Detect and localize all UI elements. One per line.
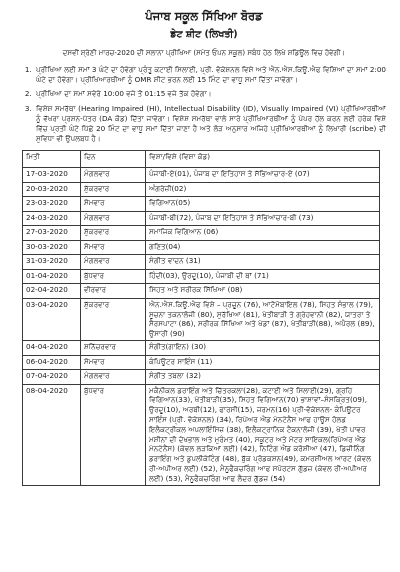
table-row (23, 255, 380, 270)
table-row (23, 355, 380, 370)
day-cell: ਸੋਮਵਾਰ (81, 240, 146, 255)
date-cell: 08-04-2020 (23, 384, 81, 485)
table-row (23, 269, 380, 284)
table-row (23, 182, 380, 197)
date-cell: 17-03-2020 (23, 168, 81, 183)
day-cell: ਮੰਗਲਵਾਰ (81, 255, 146, 270)
date-cell: 01-04-2020 (23, 269, 81, 284)
column-header-day: ਦਿਨ (81, 151, 146, 168)
table-row (23, 284, 380, 299)
day-cell: ਸ਼ੁੱਕਰਵਾਰ (81, 182, 146, 197)
table-row (23, 370, 380, 385)
day-cell: ਵੀਰਵਾਰ (81, 284, 146, 299)
intro-text: ਦਸਵੀਂ ਸ਼੍ਰੇਣੀ ਮਾਰਚ-2020 ਦੀ ਸਲਾਨਾ ਪ੍ਰੀਖਿਆ (ਸਮੇਤ ਓਪਨ ਸਕੂਲ) ਸਬੰਧ ਹੇਠ ਲਿਖੇ ਸ਼ਡਿਊਲ ਵਿਚ ਹੋਵੇਗੀ। (62, 49, 346, 57)
date-cell: 30-03-2020 (23, 240, 81, 255)
day-cell: ਬੁੱਧਵਾਰ (81, 269, 146, 284)
board-title: ਪੰਜਾਬ ਸਕੂਲ ਸਿੱਖਿਆ ਬੋਰਡ (145, 9, 263, 23)
date-cell: 23-03-2020 (23, 197, 81, 212)
subject-cell: ਗਣਿਤ(04) (146, 240, 380, 255)
column-header-subject: ਵਿਸ਼ਾ/ਵਿਸ਼ੇ (ਵਿਸ਼ਾ ਕੋਡ) (146, 151, 380, 168)
date-sheet-subtitle: ਡੇਟ ਸ਼ੀਟ (ਲਿਖਤੀ) (170, 29, 238, 40)
day-cell: ਮੰਗਲਵਾਰ (81, 168, 146, 183)
table-row (23, 168, 380, 183)
subject-cell: ਸੰਗੀਤ ਵਾਦਨ (31) (146, 255, 380, 270)
table-row (23, 197, 380, 212)
subject-cell: ਐਨ.ਐਸ.ਕਿਊ.ਐਫ ਵਿਸ਼ੇ – ਪ੍ਰਚੂਨ (76), ਆਟੋਮੋਬਾਇਲ (78), ਸਿਹਤ ਸੰਭਾਲ (79), ਸੂਚਨਾ ਤਕਨਾਲੋਜੀ (80), ਸੁਰੱਖਿਆ (81), ਖੇਤੀਬਾੜੀ ਤੇ ਗ੍ਰੇਹਵਾਨੀ (82), ਯਾਤਰਾ ਤੇ ਸੈਰਸਪਾਟਾ (86), ਸਰੀਰਕ ਸਿੱਖਿਆ ਅਤੇ ਖੇਡਾਂ (87), ਖੇਤੀਬਾੜੀ(88), ਅਪੈਰਲ (89), ਉਸਾਰੀ (90) (146, 298, 380, 340)
date-cell: 06-04-2020 (23, 355, 81, 370)
subject-cell: ਸੰਗੀਤ ਤਬਲਾ (32) (146, 370, 380, 385)
table-row (23, 240, 380, 255)
subject-cell: ਸਮਾਜਿਕ ਵਿਗਿਆਨ (06) (146, 226, 380, 241)
subject-cell: ਸੰਗੀਤ(ਗਾਇਨ) (30) (146, 341, 380, 356)
table-row (23, 211, 380, 226)
day-cell: ਮੰਗਲਵਾਰ (81, 211, 146, 226)
date-cell: 20-03-2020 (23, 182, 81, 197)
subject-cell: ਅੰਗਰੇਜ਼ੀ(02) (146, 182, 380, 197)
date-cell: 31-03-2020 (23, 255, 81, 270)
instruction-item: 2. ਪ੍ਰੀਖਿਆ ਦਾ ਸਮਾਂ ਸਵੇਰੇ 10:00 ਵਜੇ ਤੋਂ 01:15 ਵਜੇ ਤੱਕ ਹੋਵੇਗਾ। (34, 89, 386, 99)
table-row (23, 226, 380, 241)
day-cell: ਮੰਗਲਵਾਰ (81, 370, 146, 385)
subject-cell: ਪੰਜਾਬੀ-ਏ(01), ਪੰਜਾਬ ਦਾ ਇਤਿਹਾਸ ਤੇ ਸੱਭਿਆਚਾਰ-ਏ (07) (146, 168, 380, 183)
day-cell: ਸ਼ਨਿੱਚਰਵਾਰ (81, 341, 146, 356)
subject-cell: ਪੰਜਾਬੀ-ਬੀ(72), ਪੰਜਾਬ ਦਾ ਇਤਿਹਾਸ ਤੇ ਸੱਭਿਆਚਾਰ-ਬੀ (73) (146, 211, 380, 226)
subject-cell: ਸਿਹਤ ਅਤੇ ਸਰੀਰਕ ਸਿੱਖਿਆ (08) (146, 284, 380, 299)
day-cell: ਬੁੱਧਵਾਰ (81, 384, 146, 485)
subject-cell: ਮਕੈਨੀਕਲ ਡਰਾਇੰਗ ਅਤੇ ਚਿੱਤਰਕਲਾ(28), ਕਟਾਈ ਅਤੇ ਸਿਲਾਈ(29), ਗ੍ਰਹਿ ਵਿਗਿਆਨ(33), ਖੇਤੀਬਾੜੀ(35), ਸਿਹਤ ਵਿਗਿਆਨ(70) ਭਾਸ਼ਾਵਾਂ–ਸੰਸਕ੍ਰਿਤ(09), ਉਰਦੂ(10), ਅਰਬੀ(12), ਫਾਰਸੀ(15), ਜਰਮਨ(16) ਪ੍ਰੀ-ਵੋਕੇਸ਼ਨਲ- ਕੰਪਿਊਟਰ ਸਾਇੰਸ (ਪ੍ਰੀ. ਵੋਕੇਸ਼ਨਲ) (34), ਰਿਪੇਅਰ ਐਂਡ ਮੇਨਟੇਨੈਂਸ ਆਫ ਹਾਊਸ ਹੋਲਡ ਇਲੈਕਟ੍ਰੀਕਲ ਅਪਲਾਇੰਸਿਜ਼ (38), ਇਲੈਕਟ੍ਰਾਨਿਕ ਟੈਕਨਾਲੋਜੀ (39), ਖੇਤੀ ਪਾਵਰ ਮਸ਼ੀਨਾਂ ਦੀ ਦੇਖਭਾਲ ਅਤੇ ਮੁਰੰਮਤ (40), ਸਕੂਟਰ ਅਤੇ ਮੋਟਰ ਸਾਇਕਲ(ਰਿਪੇਅਰ ਐਂਡ ਮੇਨਟੇਨੈਂਸ) (ਕੇਵਲ ਲੜਕਿਆਂ ਲਈ) (42), ਨਿਟਿੰਗ ਐਂਡ ਕਰੋਸ਼ੀਆ (47), ਡਿਜ਼ੀਨਿੰਗ ਡਰਾਇੰਗ ਅਤੇ ਡੁਪਲੀਕੇਟਿੰਗ (48), ਬੁੱਕ ਪ੍ਰੋਡਕਸ਼ਨ(49), ਕਮਰਸ਼ੀਅਲ ਆਰਟ (ਕੇਵਲ ਰੀ-ਅਪੀਅਰ ਲਈ) (52), ਮੈਨੂਫੈਕਚਰਿੰਗ ਆਫ ਸਪੋਰਟਸ ਗੁੱਡਜ਼ (ਕੇਵਲ ਰੀ-ਅਪੀਅਰ ਲਈ) (53), ਮੈਨੂਫੈਕਚਰਿੰਗ ਆਫ ਲੈਦਰ ਗੁੱਡਜ਼ (54) (146, 384, 380, 485)
date-cell: 27-03-2020 (23, 226, 81, 241)
date-cell: 03-04-2020 (23, 298, 81, 340)
day-cell: ਸੋਮਵਾਰ (81, 355, 146, 370)
instruction-item: 1. ਪ੍ਰੀਖਿਆ ਲਈ ਸਮਾਂ 3 ਘੰਟੇ ਦਾ ਹੋਵੇਗਾ ਪ੍ਰੰਤੂ ਕਟਾਈ ਸਿਲਾਈ, ਪ੍ਰੀ. ਵੋਕੇਸ਼ਨਲ ਵਿਸ਼ੇ ਅਤੇ ਐਨ.ਐਸ.ਕਿਊ.ਐਫ ਵਿਸ਼ਿਆਂ ਦਾ ਸਮਾਂ 2:00 ਘੰਟੇ ਦਾ ਹੋਵੇਗਾ। ਪ੍ਰੀਖਿਆਰਥੀਆਂ ਨੂੰ OMR ਸ਼ੀਟ ਭਰਨ ਲਈ 15 ਮਿੰਟ ਦਾ ਵਾਧੂ ਸਮਾਂ ਦਿੱਤਾ ਜਾਵੇਗਾ। (34, 65, 386, 85)
table-row (23, 298, 380, 340)
subject-cell: ਹਿੰਦੀ(03), ਉਰਦੂ(10), ਪੰਜਾਬੀ ਦੀ ਥਾਂ (71) (146, 269, 380, 284)
subject-cell: ਕੰਪਿਊਟਰ ਸਾਇੰਸ (11) (146, 355, 380, 370)
date-cell: 02-04-2020 (23, 284, 81, 299)
table-row (23, 341, 380, 356)
day-cell: ਸ਼ੁੱਕਰਵਾਰ (81, 298, 146, 340)
day-cell: ਸ਼ੁੱਕਰਵਾਰ (81, 226, 146, 241)
date-cell: 07-04-2020 (23, 370, 81, 385)
instruction-item: 3. ਵਿਸ਼ੇਸ਼ ਸਮਰੱਥਾ (Hearing Impaired (HI), Intellectual Disability (ID), Visually Impaired (VI) ਪ੍ਰੀਖਿਆਰਥੀਆਂ ਨੂੰ ਵੱਖਰਾ ਪ੍ਰਸ਼ਨ-ਪੱਤਰ (DA ਕੋਡ) ਦਿੱਤਾ ਜਾਵੇਗਾ। ਵਿਸ਼ੇਸ਼ ਸਮਰੱਥਾ ਵਾਲੇ ਸਾਰੇ ਪ੍ਰੀਖਿਆਰਥੀਆਂ ਨੂੰ ਪੇਪਰ ਹੱਲ ਕਰਨ ਲਈ ਹਰੇਕ ਵਿਸ਼ੇ ਵਿੱਚ ਪ੍ਰਤੀ ਘੰਟੇ ਪਿੱਛੇ 20 ਮਿੰਟ ਦਾ ਵਾਧੂ ਸਮਾਂ ਦਿੱਤਾ ਜਾਣਾ ਹੈ ਅਤੇ ਲੋੜ ਅਨੁਸਾਰ ਅਜਿਹੇ ਪ੍ਰੀਖਿਆਰਥੀਆਂ ਨੂੰ ਲਿਖਾਰੀ (scribe) ਦੀ ਸੁਵਿਧਾ ਵੀ ਉਪਲਬਧ ਹੈ। (34, 104, 386, 143)
date-cell: 24-03-2020 (23, 211, 81, 226)
table-row (23, 384, 380, 485)
schedule-table (22, 150, 380, 485)
subject-cell: ਵਿਗਿਆਨ(05) (146, 197, 380, 212)
instructions-list (22, 65, 386, 144)
day-cell: ਸੋਮਵਾਰ (81, 197, 146, 212)
column-header-date: ਮਿਤੀ (23, 151, 81, 168)
date-cell: 04-04-2020 (23, 341, 81, 356)
table-header-row (23, 151, 380, 168)
